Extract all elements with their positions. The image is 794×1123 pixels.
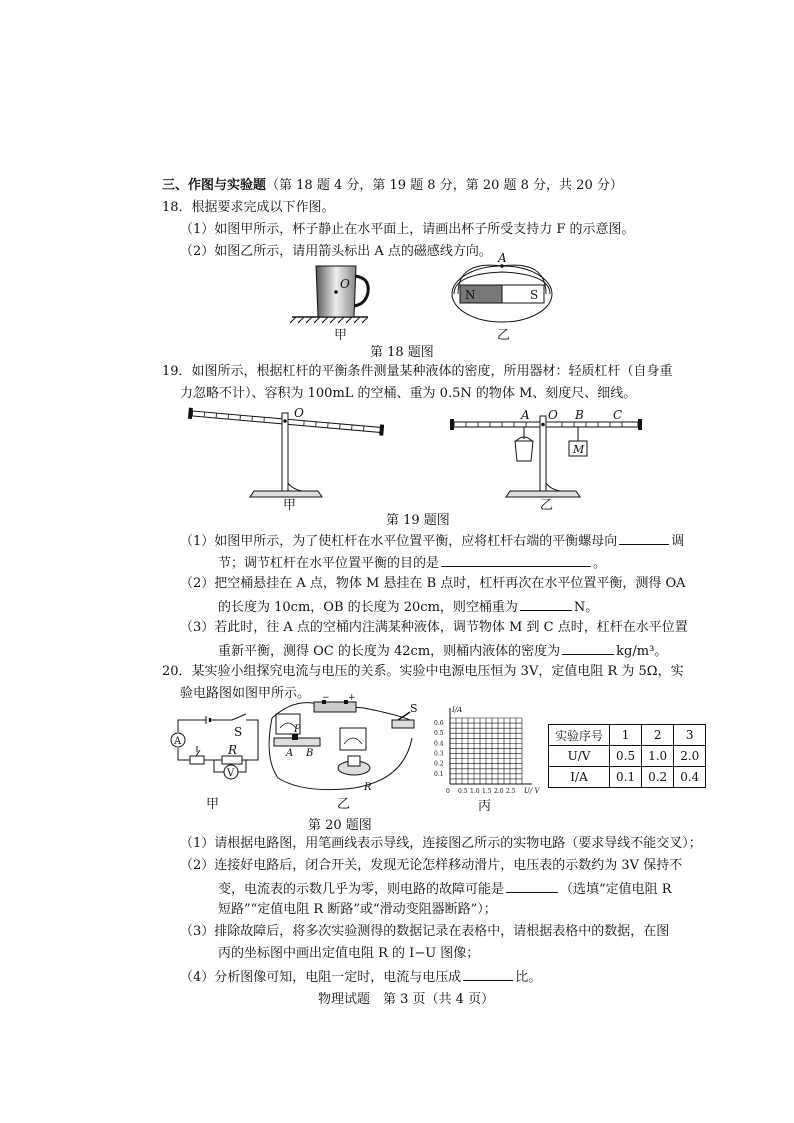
q20-part2-text-b: （选填“定值电阻 R bbox=[560, 882, 672, 897]
table-cell: 2 bbox=[642, 725, 674, 746]
q20-circuit-diagram bbox=[166, 712, 266, 792]
q20-part4 bbox=[180, 966, 541, 988]
q19-part3-blank[interactable] bbox=[562, 640, 614, 655]
table-cell: 1.0 bbox=[642, 746, 674, 767]
x-axis-label: U/ V bbox=[524, 787, 540, 795]
table-cell: 2.0 bbox=[674, 746, 706, 767]
ammeter-symbol: A bbox=[174, 736, 182, 747]
q19-part3-text-b: kg/m³。 bbox=[616, 644, 668, 659]
q19-stem-line2: 力忽略不计）、容积为 100mL 的空桶、重为 0.5N 的物体 M、刻度尺、细线。 bbox=[180, 386, 637, 401]
cup-center-label: O bbox=[340, 277, 350, 291]
y-tick-label: 0.4 bbox=[434, 740, 444, 748]
battery-plus: + bbox=[348, 693, 356, 703]
q20-fig-yi-label: 乙 bbox=[337, 797, 351, 812]
y-tick-label: 0.1 bbox=[434, 770, 444, 778]
q19-part1-text-b: 调 bbox=[671, 534, 685, 549]
magnet-south-label: S bbox=[530, 288, 539, 302]
q19-fig-jia-label: 甲 bbox=[283, 498, 297, 513]
resistor-label: R bbox=[228, 743, 238, 757]
object-m-label: M bbox=[573, 443, 585, 456]
q19-part2-text-a: 的长度为 10cm，OB 的长度为 20cm，则空桶重为 bbox=[218, 600, 518, 615]
q20-part4-text-a: （4）分析图像可知，电阻一定时，电流与电压成 bbox=[180, 970, 462, 985]
q20-physical-circuit bbox=[264, 693, 424, 794]
q20-part4-text-b: 比。 bbox=[515, 970, 542, 985]
q20-part2-text-a: 变，电流表的示数几乎为零，则电路的故障可能是 bbox=[218, 882, 505, 897]
table-row bbox=[549, 746, 706, 767]
table-cell: 3 bbox=[674, 725, 706, 746]
x-tick-label: 2.5 bbox=[506, 788, 516, 795]
q20-stem-line2: 验电路图如图甲所示。 bbox=[180, 686, 311, 701]
q19-part2-line2 bbox=[218, 596, 598, 618]
q19-part2-text-b: N。 bbox=[573, 600, 599, 615]
battery-minus: − bbox=[322, 693, 330, 703]
slider-p-label: P bbox=[294, 724, 301, 735]
lever2-point-c-label: C bbox=[613, 408, 623, 422]
q18-figure-cup bbox=[288, 262, 378, 322]
q18-fig-jia-label: 甲 bbox=[334, 328, 348, 343]
q19-part1-text-a: （1）如图甲所示，为了使杠杆在水平位置平衡，应将杠杆右端的平衡螺母向 bbox=[180, 534, 618, 549]
q20-stem-line1: 20．某实验小组探究电流与电压的关系。实验中电源电压恒为 3V，定值电阻 R 为 5Ω，实 bbox=[162, 664, 684, 679]
x-tick-label: 1.5 bbox=[482, 788, 492, 795]
physical-resistor-label: R bbox=[364, 782, 372, 793]
q20-part3-line2: 丙的坐标图中画出定值电阻 R 的 I−U 图像； bbox=[218, 946, 480, 961]
table-cell: 0.5 bbox=[610, 746, 642, 767]
section-heading bbox=[162, 176, 623, 196]
q19-part1-blank1[interactable] bbox=[619, 530, 669, 545]
q18-part2: （2）如图乙所示，请用箭头标出 A 点的磁感线方向。 bbox=[180, 244, 492, 259]
q20-part2-blank[interactable] bbox=[506, 878, 558, 893]
rheostat-b-label: B bbox=[306, 748, 314, 759]
table-cell: 0.2 bbox=[642, 767, 674, 788]
q19-part1-line1 bbox=[180, 530, 684, 552]
q19-part1-text-c: 节；调节杠杆在水平位置平衡的目的是 bbox=[218, 556, 440, 571]
y-axis-label: I/A bbox=[452, 706, 463, 714]
x-tick-label: 0 bbox=[446, 788, 450, 795]
q19-figure-lever-balanced bbox=[446, 405, 646, 505]
switch-label: S bbox=[234, 725, 243, 739]
magnet-north-label: N bbox=[465, 288, 476, 302]
x-tick-label: 0.5 bbox=[458, 788, 468, 795]
q20-part2-line3: 短路”“定值电阻 R 断路”或“滑动变阻器断路”）； bbox=[218, 902, 497, 917]
q19-part3-line1: （3）若此时，往 A 点的空桶内注满某种液体，调节物体 M 到 C 点时，杠杆在水平位置 bbox=[180, 620, 688, 635]
table-cell: 0.1 bbox=[610, 767, 642, 788]
q20-data-table bbox=[548, 724, 706, 788]
y-tick-label: 0.5 bbox=[434, 730, 444, 738]
q20-part4-blank[interactable] bbox=[463, 966, 513, 981]
table-cell: U/V bbox=[549, 746, 610, 767]
table-header-row bbox=[549, 725, 706, 746]
q19-stem-line1: 19．如图所示，根据杠杆的平衡条件测量某种液体的密度，所用器材：轻质杠杆（自身重 bbox=[162, 364, 673, 379]
y-tick-label: 0.6 bbox=[434, 720, 444, 728]
lever2-point-b-label: B bbox=[575, 408, 584, 422]
physical-switch-label: S bbox=[410, 702, 418, 715]
q19-part1-text-d: 。 bbox=[593, 556, 607, 571]
x-tick-label: 2.0 bbox=[494, 788, 504, 795]
q20-fig-jia-label: 甲 bbox=[206, 797, 220, 812]
page-footer: 物理试题 第 3 页（共 4 页） bbox=[318, 992, 495, 1007]
q18-stem: 18．根据要求完成以下作图。 bbox=[162, 200, 335, 215]
q19-part2-line1: （2）把空桶悬挂在 A 点，物体 M 悬挂在 B 点时，杠杆再次在水平位置平衡，测得 OA bbox=[180, 576, 686, 591]
q18-part1: （1）如图甲所示，杯子静止在水平面上，请画出杯子所受支持力 F 的示意图。 bbox=[180, 222, 635, 237]
table-cell: I/A bbox=[549, 767, 610, 788]
lever2-point-a-label: A bbox=[521, 408, 530, 422]
q19-caption: 第 19 题图 bbox=[386, 513, 450, 528]
q20-caption: 第 20 题图 bbox=[308, 818, 372, 833]
table-cell: 0.4 bbox=[674, 767, 706, 788]
voltmeter-symbol: V bbox=[227, 768, 235, 779]
table-row bbox=[549, 767, 706, 788]
q19-part3-line2 bbox=[218, 640, 667, 662]
y-tick-label: 0.2 bbox=[434, 760, 444, 768]
q20-iu-graph bbox=[432, 704, 540, 795]
section-title: 三、作图与实验题 bbox=[162, 178, 267, 193]
q19-part1-blank2[interactable] bbox=[441, 552, 591, 567]
q19-part3-text-a: 重新平衡，测得 OC 的长度为 42cm，则桶内液体的密度为 bbox=[218, 644, 561, 659]
lever2-pivot-label: O bbox=[548, 408, 558, 422]
q19-figure-lever-tilted bbox=[184, 405, 394, 505]
q20-part2-line1: （2）连接好电路后，闭合开关，发现无论怎样移动滑片，电压表的示数约为 3V 保持不 bbox=[180, 858, 683, 873]
section-scoring: （第 18 题 4 分，第 19 题 8 分，第 20 题 8 分，共 20 分） bbox=[266, 178, 623, 193]
lever1-pivot-label: O bbox=[294, 406, 304, 420]
rheostat-a-label: A bbox=[286, 748, 294, 759]
q19-part1-line2 bbox=[218, 552, 606, 574]
point-a-label: A bbox=[498, 251, 507, 265]
table-cell: 实验序号 bbox=[549, 725, 610, 746]
q20-part1: （1）请根据电路图，用笔画线表示导线，连接图乙所示的实物电路（要求导线不能交叉）； bbox=[180, 836, 702, 851]
q20-part2-line2 bbox=[218, 878, 672, 900]
q18-caption: 第 18 题图 bbox=[370, 345, 434, 360]
q20-part3-line1: （3）排除故障后，将多次实验测得的数据记录在表格中，请根据表格中的数据，在图 bbox=[180, 924, 670, 939]
q19-fig-yi-label: 乙 bbox=[540, 498, 554, 513]
table-cell: 1 bbox=[610, 725, 642, 746]
q20-fig-bing-label: 丙 bbox=[478, 799, 492, 814]
q18-fig-yi-label: 乙 bbox=[497, 328, 511, 343]
x-tick-label: 1.0 bbox=[470, 788, 480, 795]
q19-part2-blank[interactable] bbox=[520, 596, 572, 611]
y-tick-label: 0.3 bbox=[434, 750, 444, 758]
